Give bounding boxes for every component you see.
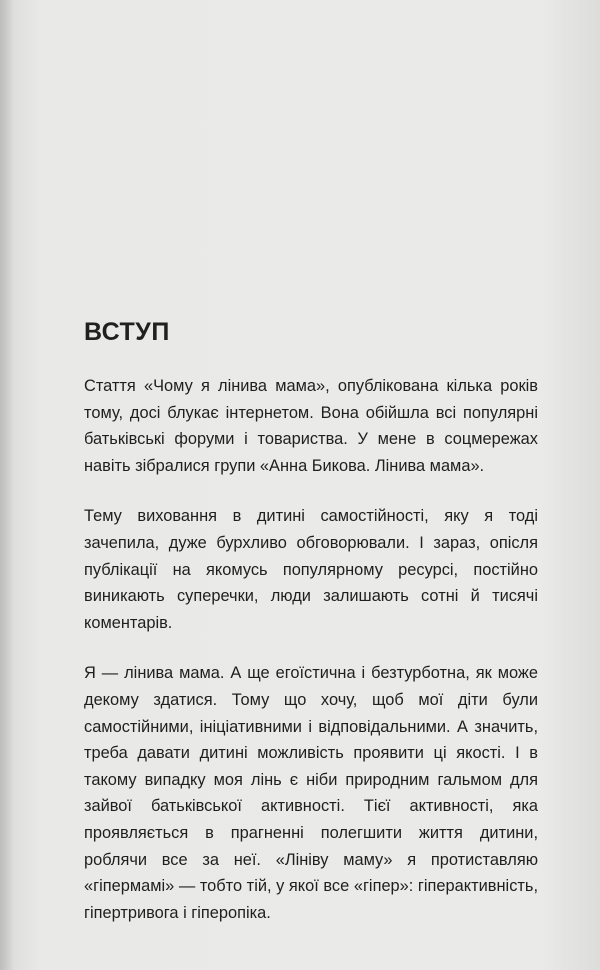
- paragraph-2: Тему виховання в дитині самостійності, яку я тоді зачепила, дуже бурхливо обговорювали. І зараз, опісля публікації на якомусь популярному ресурсі, постійно виникають суперечки, люди залишають сотні й тисячі коментарів.: [84, 507, 538, 632]
- body-text: [84, 373, 538, 926]
- section-heading: ВСТУП: [84, 318, 170, 346]
- paragraph-3: Я — лінива мама. А ще егоїстична і безтурботна, як може декому здатися. Тому що хочу, щоб мої діти були самостійними, ініціативними і відповідальними. А значить, треба давати дитині можливість проявити ці якості. І в такому випадку моя лінь є ніби природним гальмом для зайвої батьківської активності. Тієї активності, яка проявляється в прагненні полегшити життя дитини, роблячи все за неї. «Лініву маму» я протиставляю «гіпермамі» — тобто тій, у якої все «гіпер»: гіперактивність, гіпертривога і гіперопіка.: [84, 664, 538, 922]
- paragraph-1: Стаття «Чому я лінива мама», опублікована кілька років тому, досі блукає інтернетом. Вона обійшла всі популярні батьківські форуми і товариства. У мене в соцмережах навіть зібралися групи «Анна Бикова. Лінива мама».: [84, 377, 538, 475]
- binding-shadow: [0, 0, 14, 970]
